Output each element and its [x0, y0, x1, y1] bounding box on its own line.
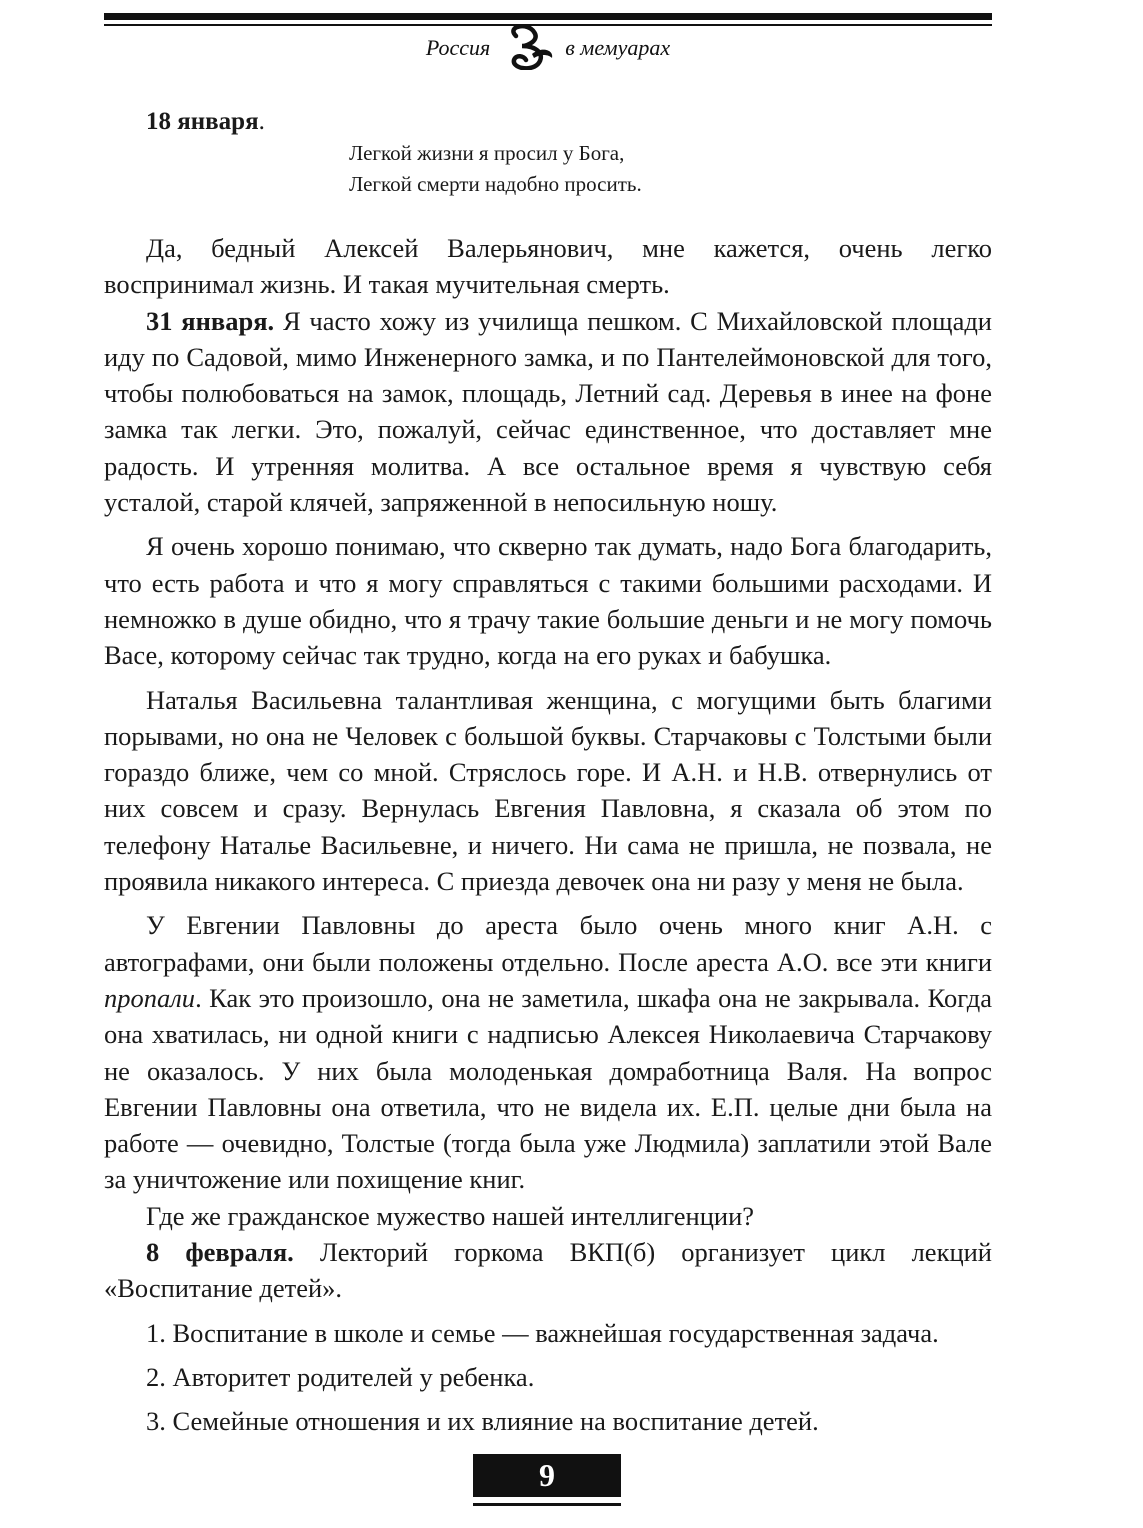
- series-logo-icon: [502, 24, 556, 70]
- epigraph: [349, 138, 642, 200]
- running-header: [104, 30, 992, 70]
- paragraph-7: [104, 1234, 992, 1307]
- paragraph-2: [104, 303, 992, 521]
- epigraph-line-2: Легкой смерти надобно просить.: [349, 172, 642, 196]
- list-item-1: 1. Воспитание в школе и семье — важнейшая государственная задача.: [146, 1317, 939, 1348]
- paragraph-4: Наталья Васильевна талантливая женщина, с могущими быть благими порывами, но она не Человек с большой буквы. Старчаковы с Толстыми были гораздо ближе, чем со мной. Стряслось горе. И А.Н. и Н.В. отвернулись от них совсем и сразу. Вернулась Евгения Павловна, я сказала об этом по телефону Наталье Васильевне, и ничего. Ни сама не пришла, не позвала, не проявила никакого интереса. С приезда девочек она ни разу у меня не была.: [104, 684, 992, 897]
- entry-date-heading: [146, 108, 265, 136]
- page-number-underline: [473, 1503, 621, 1506]
- page-number: 9: [473, 1454, 621, 1497]
- paragraph-2-text: Я часто хожу из училища пешком. С Михайловской площади иду по Садовой, мимо Инженерного замка, и по Пантелеймоновской для того, чтобы полюбоваться на замок, площадь, Летний сад. Деревья в инее на фоне замка так легки. Это, пожалуй, сейчас единственное, что доставляет мне радость. И утренняя молитва. А все остальное время я чувствую себя усталой, старой клячей, запряженной в непосильную ношу.: [104, 305, 992, 518]
- paragraph-5-emphasis: пропали: [104, 982, 196, 1013]
- body-text: [104, 230, 992, 1440]
- paragraph-6: Где же гражданское мужество нашей интеллигенции?: [146, 1200, 755, 1231]
- paragraph-5: [104, 907, 992, 1197]
- entry-date-punct: .: [258, 108, 265, 135]
- series-title-left: Россия: [425, 35, 491, 61]
- paragraph-1: Да, бедный Алексей Валерьянович, мне кажется, очень легко воспринимал жизнь. И такая мучительная смерть.: [104, 233, 992, 300]
- header-rule-thick: [104, 13, 992, 20]
- series-title-right: в мемуарах: [565, 35, 671, 61]
- paragraph-5-text-b: . Как это произошло, она не заметила, шкафа она не закрывала. Когда она хватилась, ни одной книги с надписью Алексея Николаевича Старчакову не оказалось. У них была молоденькая домработница Валя. На вопрос Евгении Павловны она ответила, что не видела их. Е.П. целые дни была на работе — очевидно, Толстые (тогда была уже Людмила) заплатили этой Вале за уничтожение или похищение книг.: [104, 982, 992, 1195]
- paragraph-3: Я очень хорошо понимаю, что скверно так думать, надо Бога благодарить, что есть работа и что я могу справляться с такими большими расходами. И немножко в душе обидно, что я трачу такие большие деньги и не могу помочь Васе, которому сейчас так трудно, когда на его руках и бабушка.: [104, 531, 992, 671]
- paragraph-7-text: Лекторий горкома ВКП(б) организует цикл лекций «Воспитание детей».: [104, 1237, 992, 1304]
- list-item-2: 2. Авторитет родителей у ребенка.: [146, 1361, 535, 1392]
- list-item-3: 3. Семейные отношения и их влияние на воспитание детей.: [146, 1406, 819, 1437]
- entry-date-feb8: 8 февраля.: [146, 1237, 294, 1268]
- entry-date-jan31: 31 января.: [146, 305, 275, 336]
- entry-date: 18 января: [146, 108, 259, 135]
- paragraph-5-text-a: У Евгении Павловны до ареста было очень много книг А.Н. с автографами, они были положены отдельно. После ареста А.О. все эти книги: [104, 910, 992, 977]
- epigraph-line-1: Легкой жизни я просил у Бога,: [349, 141, 625, 165]
